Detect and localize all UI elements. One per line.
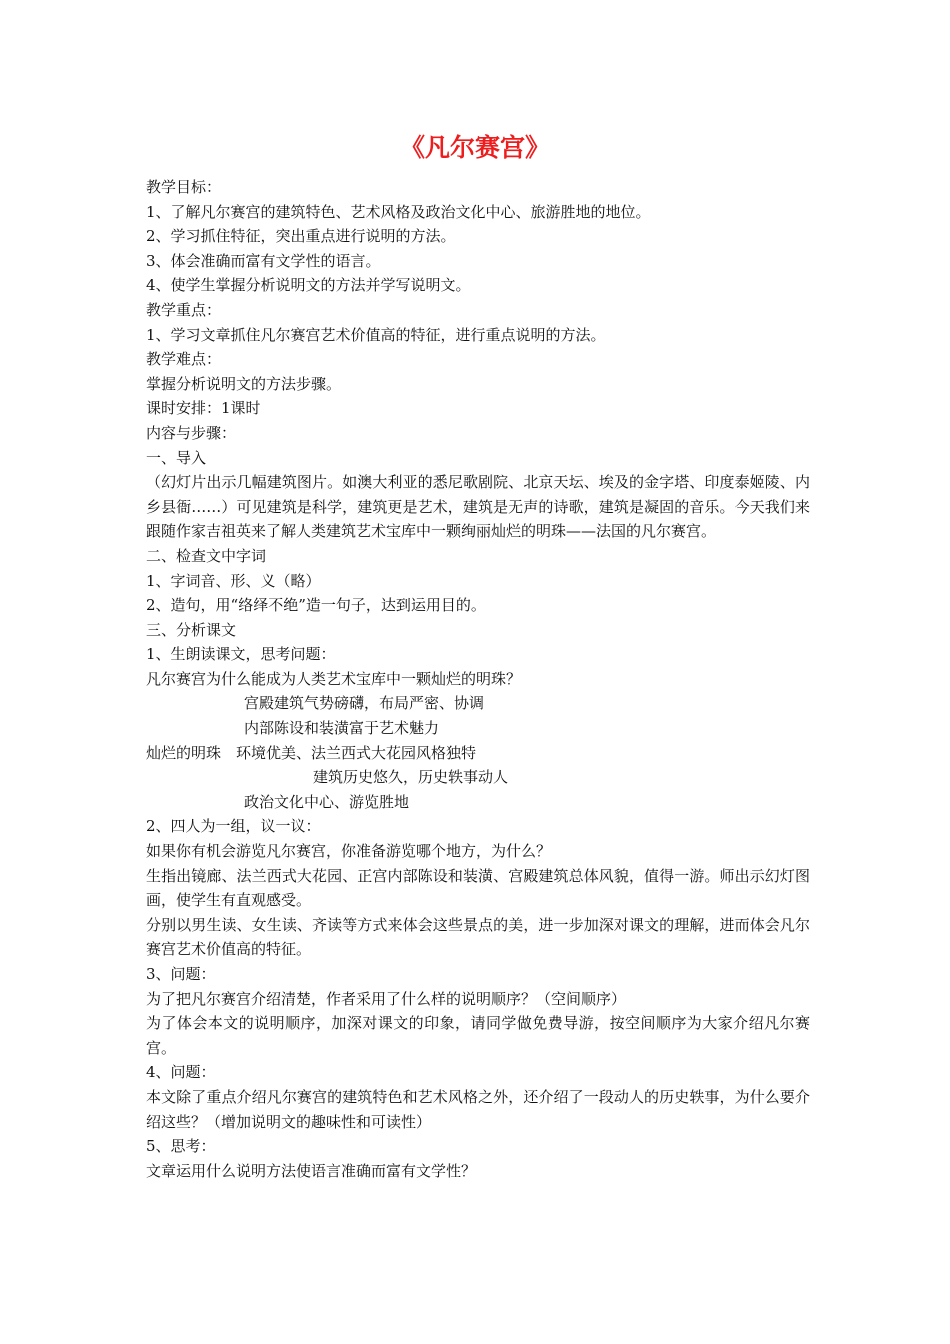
goal-item-4: 4、使学生掌握分析说明文的方法并学写说明文。 [146,276,471,295]
analysis-question-1: 凡尔赛宫为什么能成为人类艺术宝库中一颗灿烂的明珠？ [146,669,522,688]
key-point-item-1: 1、学习文章抓住凡尔赛宫艺术价值高的特征，进行重点说明的方法。 [146,325,606,344]
diagram-line-4: 建筑历史悠久，历史轶事动人 [313,768,509,787]
diagram-line-1: 宫殿建筑气势磅礴，布局严密、协调 [244,694,485,713]
introduction-paragraph: （幻灯片出示几幅建筑图片。如澳大利亚的悉尼歌剧院、北京天坛、埃及的金字塔、印度泰姬陵、内乡县衙……）可见建筑是科学，建筑更是艺术，建筑是无声的诗歌，建筑是凝固的音乐。今天我们来跟随作家吉祖英来了解人类建筑艺术宝库中一颗绚丽灿烂的明珠——法国的凡尔赛宫。 [146,473,810,541]
analysis-paragraph-2: 分别以男生读、女生读、齐读等方式来体会这些景点的美，进一步加深对课文的理解，进而体会凡尔赛宫艺术价值高的特征。 [146,915,810,959]
analysis-item-3: 3、问题： [146,965,216,983]
diagram-line-2: 内部陈设和装潢富于艺术魅力 [244,719,440,738]
goal-item-2: 2、学习抓住特征，突出重点进行说明的方法。 [146,227,456,246]
analysis-item-4: 4、问题： [146,1063,216,1082]
analysis-question-2: 如果你有机会游览凡尔赛宫，你准备游览哪个地方，为什么？ [146,842,552,861]
diagram-line-5: 政治文化中心、游览胜地 [244,792,410,811]
heading-teaching-goals: 教学目标： [146,178,222,196]
class-hours: 课时安排：1课时 [146,399,261,418]
section-analysis: 三、分析课文 [146,620,237,639]
analysis-paragraph-3: 为了体会本文的说明顺序，加深对课文的印象，请同学做免费导游，按空间顺序为大家介绍凡尔赛宫。 [146,1014,810,1057]
analysis-question-3: 为了把凡尔赛宫介绍清楚，作者采用了什么样的说明顺序？（空间顺序） [146,989,627,1008]
section-vocabulary: 二、检查文中字词 [146,546,267,565]
vocabulary-item-1: 1、字词音、形、义（略） [146,571,321,590]
goal-item-3: 3、体会准确而富有文学性的语言。 [146,251,381,270]
document-title: 《凡尔赛宫》 [399,133,550,162]
diagram-line-3: 灿烂的明珠 环境优美、法兰西式大花园风格独特 [146,743,477,762]
document-body [146,175,810,1183]
vocabulary-item-2: 2、造句，用“络绎不绝”造一句子，达到运用目的。 [146,596,486,615]
heading-difficulties: 教学难点： [146,350,222,369]
analysis-paragraph-4: 本文除了重点介绍凡尔赛宫的建筑特色和艺术风格之外，还介绍了一段动人的历史轶事，为什么要介绍这些？（增加说明文的趣味性和可读性） [146,1087,810,1131]
goal-item-1: 1、了解凡尔赛宫的建筑特色、艺术风格及政治文化中心、旅游胜地的地位。 [146,202,651,221]
analysis-item-2: 2、四人为一组，议一议： [146,817,321,836]
analysis-item-1: 1、生朗读课文，思考问题： [146,645,336,664]
heading-content-steps: 内容与步骤： [146,423,237,442]
difficulty-text: 掌握分析说明文的方法步骤。 [146,374,342,393]
analysis-question-5: 文章运用什么说明方法使语言准确而富有文学性？ [146,1161,477,1180]
analysis-paragraph-1: 生指出镜廊、法兰西式大花园、正宫内部陈设和装潢、宫殿建筑总体风貌，值得一游。师出示幻灯图画，使学生有直观感受。 [146,866,810,910]
analysis-item-5: 5、思考： [146,1137,216,1156]
heading-key-points: 教学重点： [146,300,222,319]
section-introduction: 一、导入 [146,448,207,467]
